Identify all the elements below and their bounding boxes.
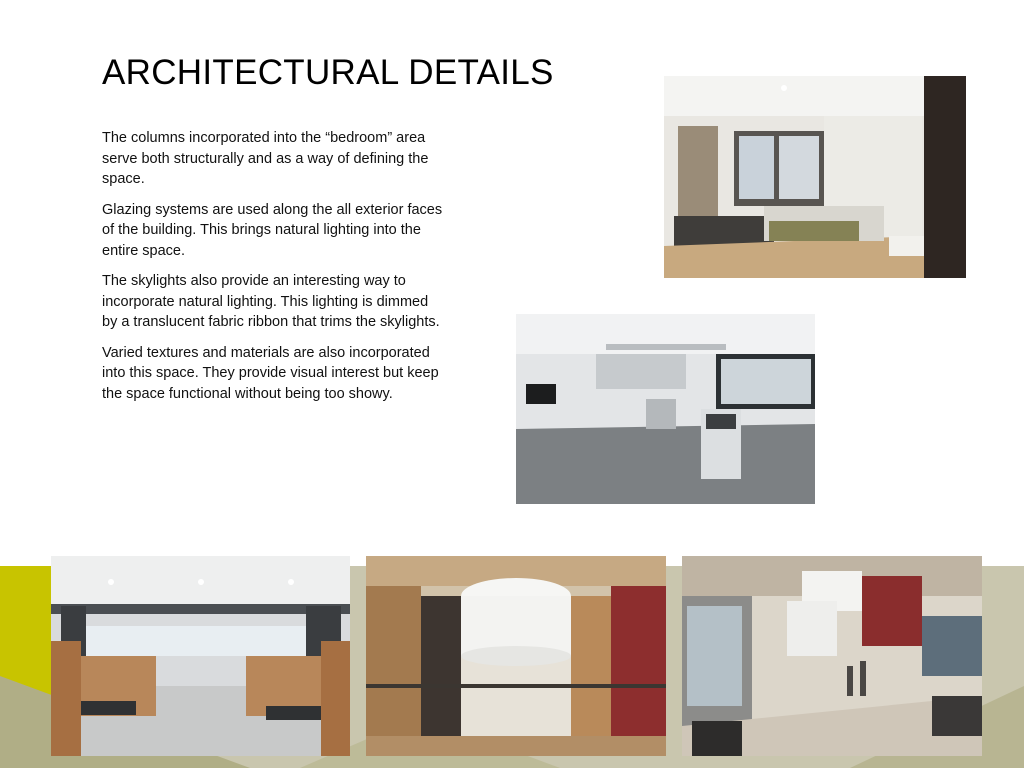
lobby-atrium-photo	[682, 556, 982, 756]
slide-title: ARCHITECTURAL DETAILS	[102, 53, 554, 92]
operating-room-photo	[516, 314, 815, 504]
treatment-bays-photo	[51, 556, 350, 756]
paragraph-skylights: The skylights also provide an interesting way to incorporate natural lighting. This lighting is dimmed by a translucent fabric ribbon that trims the skylights.	[102, 273, 440, 330]
atrium-fabric-ribbon-photo	[366, 556, 666, 756]
patient-room-photo	[664, 76, 966, 278]
paragraph-textures: Varied textures and materials are also incorporated into this space. They provide visual interest but keep the space functional without being too showy.	[102, 344, 439, 402]
paragraph-columns: The columns incorporated into the “bedroom” area serve both structurally and as a way of defining the space.	[102, 130, 429, 187]
slide-body	[102, 128, 447, 414]
paragraph-glazing: Glazing systems are used along the all exterior faces of the building. This brings natural lighting into the entire space.	[102, 201, 443, 259]
